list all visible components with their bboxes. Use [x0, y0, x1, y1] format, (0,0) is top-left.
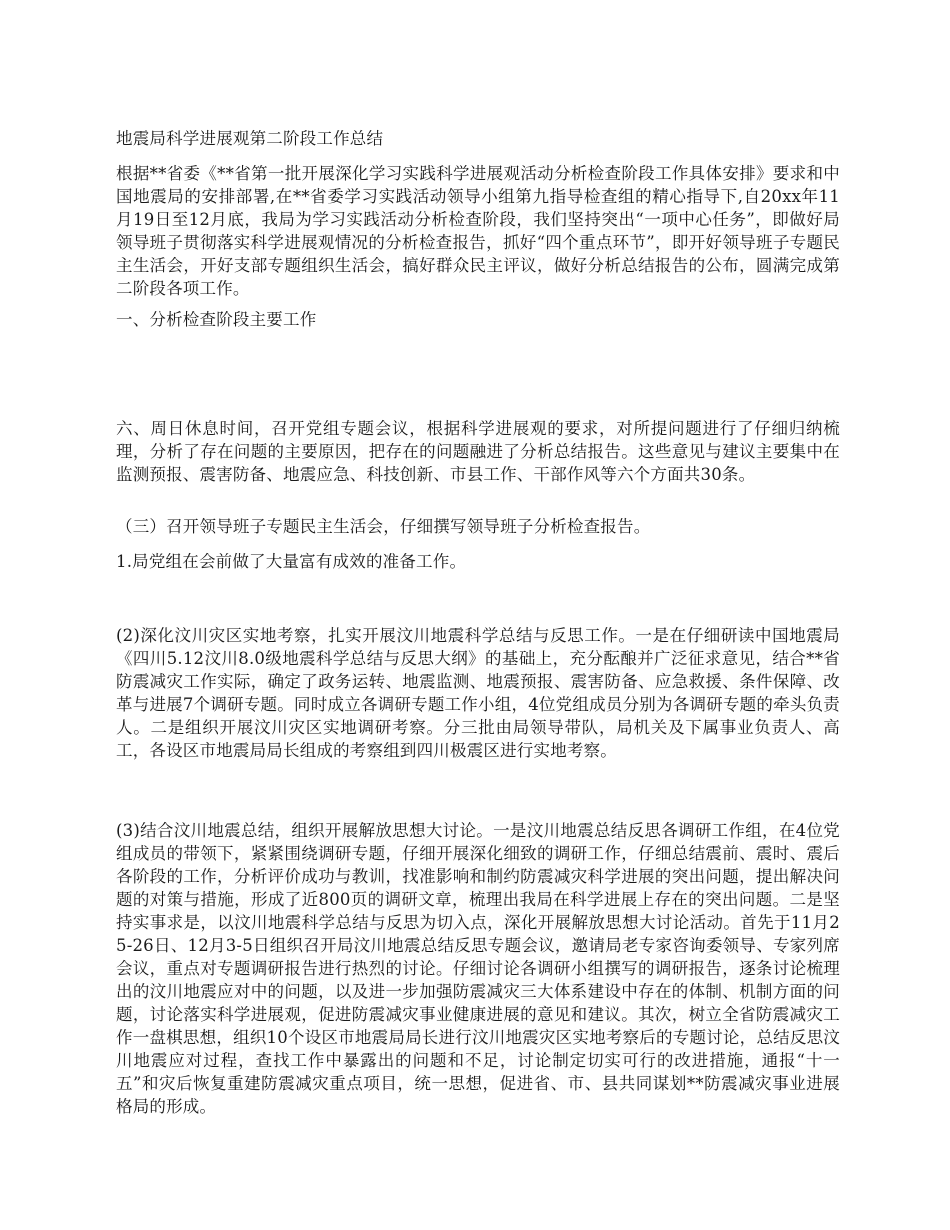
section-one-heading: 一、分析检查阶段主要工作 — [116, 310, 317, 329]
paragraph-six: 六、周日休息时间，召开党组专题会议，根据科学进展观的要求，对所提问题进行了仔细归纳梳理，分析了存在问题的主要原因，把存在的问题融进了分析总结报告。这些意见与建议主要集中在监测预报、震害防备、地震应急、科技创新、市县工作、干部作风等六个方面共30条。 — [116, 419, 840, 484]
item-three-paragraph: (3)结合汶川地震总结，组织开展解放思想大讨论。一是汶川地震总结反思各调研工作组，在4位党组成员的带领下，紧紧围绕调研专题，仔细开展深化细致的调研工作，仔细总结震前、震时、震后各阶段的工作，分析评价成功与教训，找准影响和制约防震减灾科学进展的突出问题，提出解决问题的对策与措施，形成了近800页的调研文章，梳理出我局在科学进展上存在的突出问题。二是坚持实事求是，以汶川地震科学总结与反思为切入点，深化开展解放思想大讨论活动。首先于11月25-26日、12月3-5日组织召开局汶川地震总结反思专题会议，邀请局老专家咨询委领导、专家列席会议，重点对专题调研报告进行热烈的讨论。仔细讨论各调研小组撰写的调研报告，逐条讨论梳理出的汶川地震应对中的问题，以及进一步加强防震减灾三大体系建设中存在的体制、机制方面的问题，讨论落实科学进展观，促进防震减灾事业健康进展的意见和建议。其次，树立全省防震减灾工作一盘棋思想，组织10个设区市地震局局长进行汶川地震灾区实地考察后的专题讨论，总结反思汶川地震应对过程，查找工作中暴露出的问题和不足，讨论制定切实可行的改进措施，通报“十一五”和灾后恢复重建防震减灾重点项目，统一思想，促进省、市、县共同谋划**防震减灾事业进展格局的形成。 — [116, 821, 840, 1116]
document-title: 地震局科学进展观第二阶段工作总结 — [116, 129, 384, 148]
intro-paragraph: 根据**省委《**省第一批开展深化学习实践科学进展观活动分析检查阶段工作具体安排》要求和中国地震局的安排部署,在**省委学习实践活动领导小组第九指导检查组的精心指导下,自20xx年11月19日至12月底，我局为学习实践活动分析检查阶段，我们坚持突出“一项中心任务”，即做好局领导班子贯彻落实科学进展观情况的分析检查报告，抓好“四个重点环节”，即开好领导班子专题民主生活会，开好支部专题组织生活会，搞好群众民主评议，做好分析总结报告的公布，圆满完成第二阶段各项工作。 — [116, 164, 840, 298]
item-one-paragraph: 1.局党组在会前做了大量富有成效的准备工作。 — [116, 552, 467, 571]
subsection-three-heading: （三）召开领导班子专题民主生活会，仔细撰写领导班子分析检查报告。 — [116, 517, 651, 536]
item-two-paragraph: (2)深化汶川灾区实地考察，扎实开展汶川地震科学总结与反思工作。一是在仔细研读中国地震局《四川5.12汶川8.0级地震科学总结与反思大纲》的基础上，充分酝酿并广泛征求意见，结合**省防震减灾工作实际，确定了政务运转、地震监测、地震预报、震害防备、应急救援、条件保障、改革与进展7个调研专题。同时成立各调研专题工作小组，4位党组成员分别为各调研专题的牵头负责人。二是组织开展汶川灾区实地调研考察。分三批由局领导带队，局机关及下属事业负责人、高工，各设区市地震局局长组成的考察组到四川极震区进行实地考察。 — [116, 626, 840, 760]
